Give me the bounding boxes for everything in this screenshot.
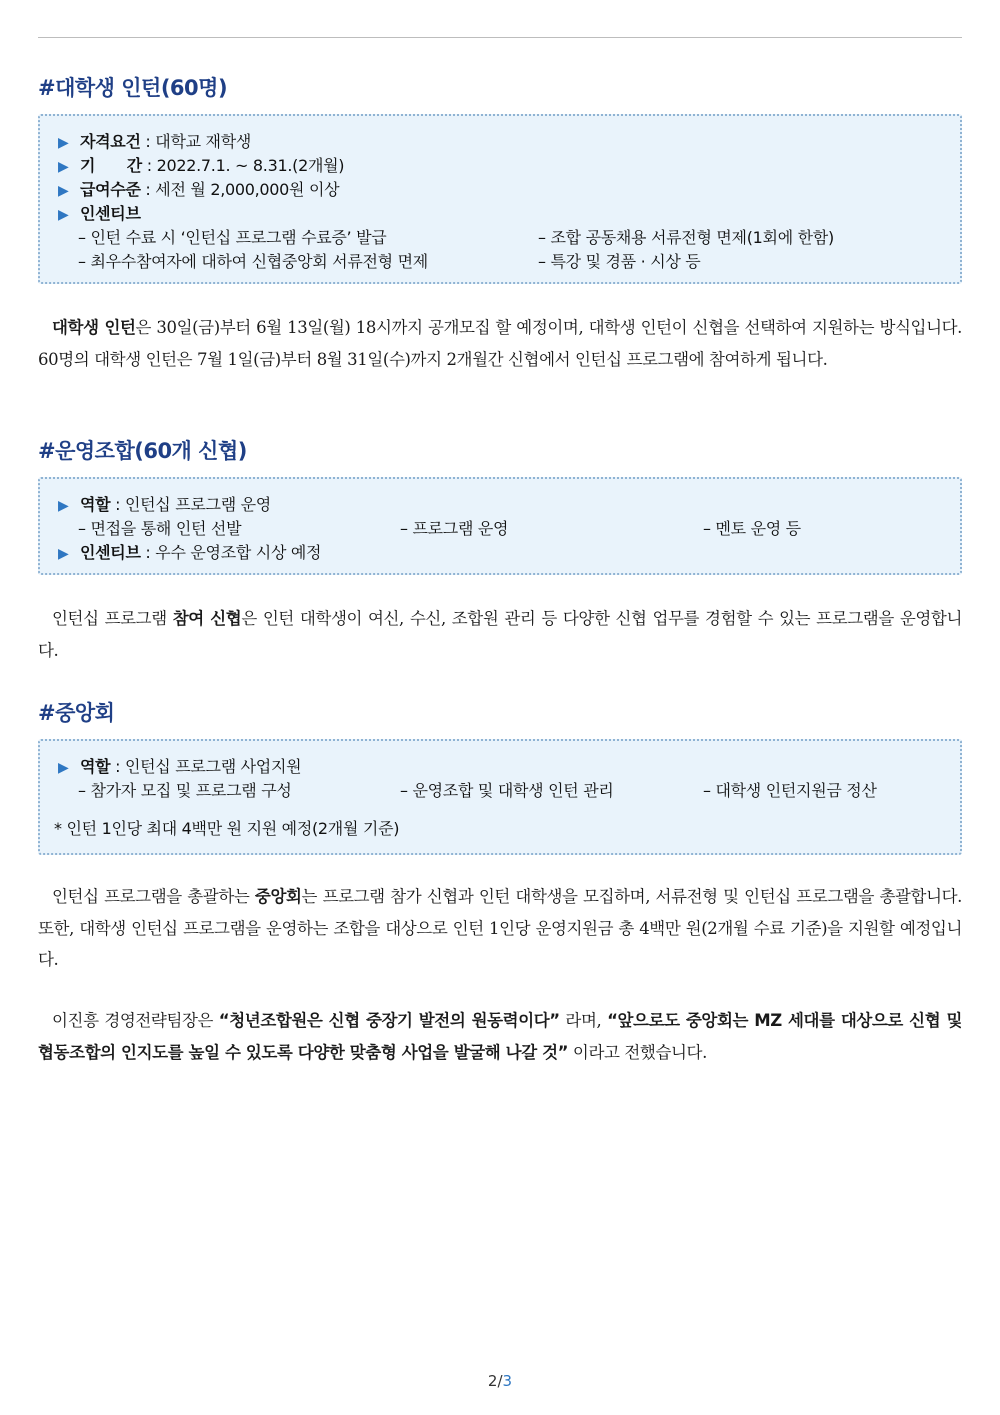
info-box-central-association [38, 739, 962, 855]
info-box-operating-union [38, 477, 962, 575]
triangle-bullet-icon: ▶ [58, 546, 69, 562]
sub-item: – 최우수참여자에 대하여 신협중앙회 서류전형 면제 [78, 252, 428, 271]
box-line: ▶ 급여수준 : 세전 월 2,000,000원 이상 [58, 180, 340, 199]
page-number: 2/3 [487, 1372, 513, 1390]
sub-item: – 멘토 운영 등 [703, 519, 801, 538]
box-line: ▶ 자격요건 : 대학교 재학생 [58, 132, 252, 151]
triangle-bullet-icon: ▶ [58, 760, 69, 776]
sub-item: – 프로그램 운영 [400, 519, 509, 538]
box-line: ▶ 기 간 : 2022.7.1. ~ 8.31.(2개월) [58, 156, 345, 175]
sub-item: – 면접을 통해 인턴 선발 [78, 519, 242, 538]
triangle-bullet-icon: ▶ [58, 207, 69, 223]
triangle-bullet-icon: ▶ [58, 498, 69, 514]
section-heading-operating-union: #운영조합(60개 신협) [38, 439, 247, 463]
box-line: ▶ 인센티브 : 우수 운영조합 시상 예정 [58, 543, 322, 562]
sub-item: – 조합 공동채용 서류전형 면제(1회에 한함) [538, 228, 834, 247]
sub-item: – 특강 및 경품 · 시상 등 [538, 252, 701, 271]
footnote: * 인턴 1인당 최대 4백만 원 지원 예정(2개월 기준) [54, 819, 400, 838]
triangle-bullet-icon: ▶ [58, 183, 69, 199]
section-heading-university-intern: #대학생 인턴(60명) [38, 76, 228, 100]
triangle-bullet-icon: ▶ [58, 135, 69, 151]
box-line: ▶ 역할 : 인턴십 프로그램 사업지원 [58, 757, 302, 776]
sub-item: – 인턴 수료 시 ‘인턴십 프로그램 수료증’ 발급 [78, 228, 387, 247]
box-line: ▶ 인센티브 [58, 204, 141, 223]
paragraph-university-intern: 대학생 인턴은 30일(금)부터 6월 13일(월) 18시까지 공개모집 할 예정이며, 대학생 인턴이 신협을 선택하여 지원하는 방식입니다. 60명의 대학생 인턴은 7월 1일(금)부터 8월 31일(수)까지 2개월간 신협에서 인턴십 프로그램에 참여하게 됩니다. [38, 318, 962, 369]
paragraph-central-association: 인턴십 프로그램을 총괄하는 중앙회는 프로그램 참가 신협과 인턴 대학생을 모집하며, 서류전형 및 인턴십 프로그램을 총괄합니다. 또한, 대학생 인턴십 프로그램을 운영하는 조합을 대상으로 인턴 1인당 운영지원금 총 4백만 원(2개월 수료 기준)을 지원할 예정입니다. [38, 887, 962, 969]
paragraph-closing-quote: 이진흥 경영전략팀장은 “청년조합원은 신협 중장기 발전의 원동력이다” 라며, “앞으로도 중앙회는 MZ 세대를 대상으로 신협 및 협동조합의 인지도를 높일 수 있도록 다양한 맞춤형 사업을 발굴해 나갈 것” 이라고 전했습니다. [38, 1011, 962, 1062]
top-divider [38, 37, 962, 38]
sub-item: – 운영조합 및 대학생 인턴 관리 [400, 781, 614, 800]
sub-item: – 참가자 모집 및 프로그램 구성 [78, 781, 292, 800]
box-line: ▶ 역할 : 인턴십 프로그램 운영 [58, 495, 271, 514]
paragraph-operating-union: 인턴십 프로그램 참여 신협은 인턴 대학생이 여신, 수신, 조합원 관리 등 다양한 신협 업무를 경험할 수 있는 프로그램을 운영합니다. [38, 609, 962, 660]
sub-item: – 대학생 인턴지원금 정산 [703, 781, 877, 800]
triangle-bullet-icon: ▶ [58, 159, 69, 175]
info-box-university-intern [38, 114, 962, 284]
section-heading-central-association: #중앙회 [38, 701, 115, 725]
